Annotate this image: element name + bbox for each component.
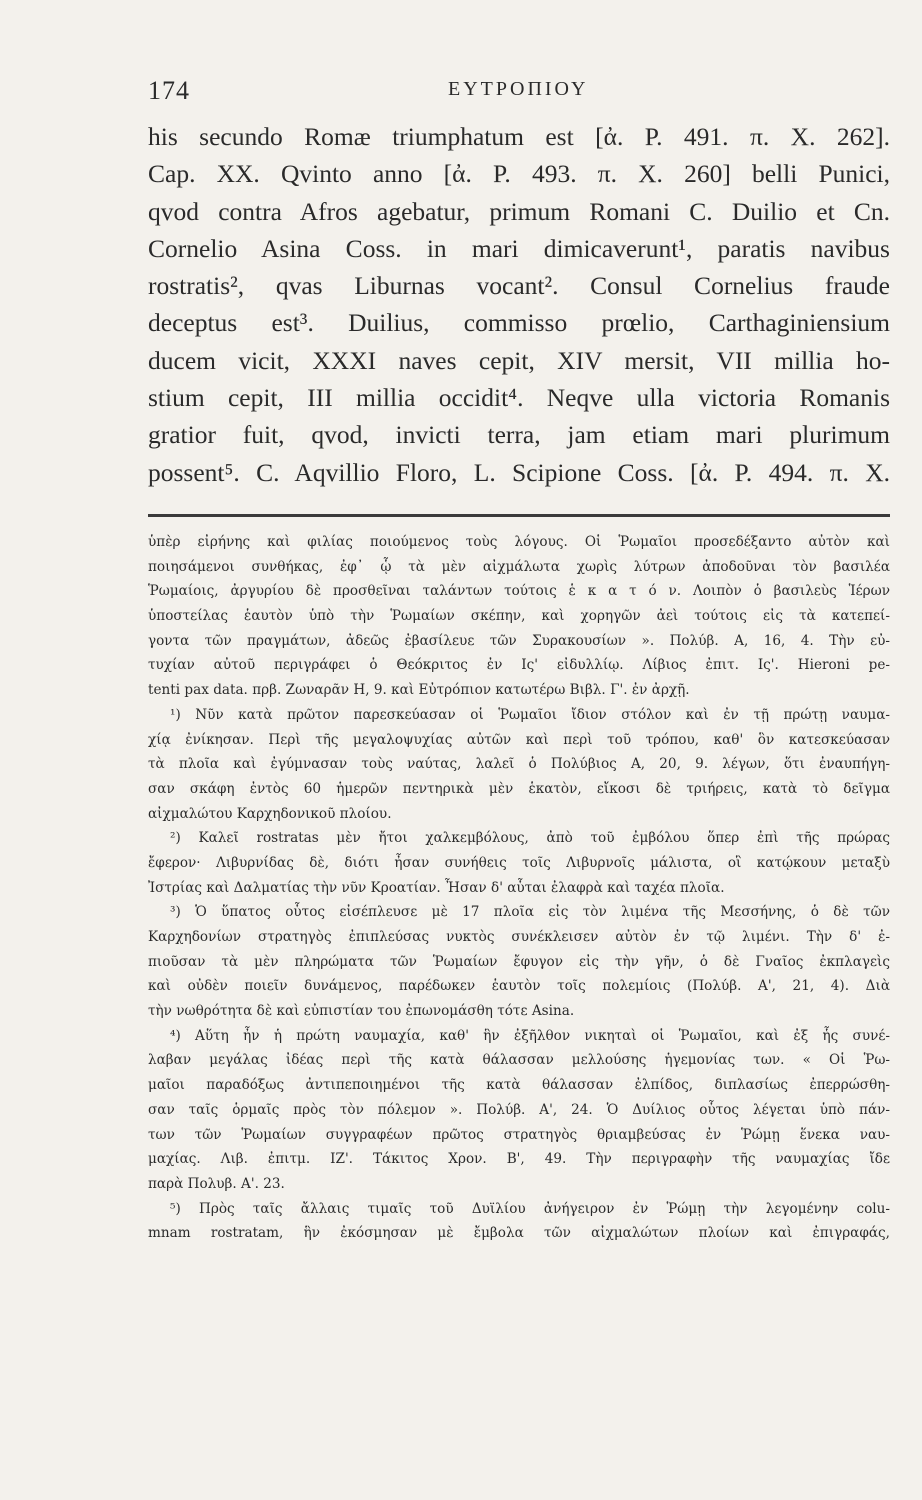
footnote-line: ποιησάμενοι συνθήκας, ἐφ᾽ ᾧ τὰ μὲν αἰχμάλωτα χωρὶς λύτρων ἀποδοῦναι τὸν βασιλέα [148,558,890,575]
footnote-line: Ῥωμαίοις, ἀργυρίου δὲ προσθεῖναι ταλάντων τούτοις ἑ κ α τ ό ν. Λοιπὸν ὁ βασιλεὺς Ἱέρων [148,583,890,600]
footnote-line: mnam rostratam, ἣν ἐκόσμησαν μὲ ἔμβολα τῶν αἰχμαλώτων πλοίων καὶ ἐπιγραφάς, [148,1225,890,1242]
footnote-line: τὴν νωθρότητα δὲ καὶ εὐπιστίαν του ἐπωνομάσθη τότε Asina. [148,1003,575,1020]
footnote-line: των τῶν Ῥωμαίων συγγραφέων πρῶτος στρατηγὸς θριαμβεύσας ἐν Ῥώμῃ ἕνεκα ναυ- [148,1126,890,1143]
footnote-line: χίᾳ ἐνίκησαν. Περὶ τῆς μεγαλοψυχίας αὐτῶν καὶ περὶ τοῦ τρόπου, καθ' ὃν κατεσκεύασαν [148,731,890,748]
page-number: 174 [148,76,190,105]
main-text-line: ducem vicit, XXXI naves cepit, XIV mersit, VII millia ho- [148,345,890,375]
footnote-line: μαῖοι παραδόξως ἀντιπεποιημένοι τῆς κατὰ θάλασσαν ἐλπίδος, διπλασίως ἐπερρώσθη- [148,1077,890,1094]
footnote-line: ἔφερον· Λιβυρνίδας δὲ, διότι ἦσαν συνήθεις τοῖς Λιβυρνοῖς μάλιστα, οἳ κατῴκουν μεταξὺ [148,854,890,871]
footnote-line: σαν σκάφη ἐντὸς 60 ἡμερῶν πεντηρικὰ μὲν ἑκατὸν, εἴκοσι δὲ τριήρεις, κατὰ τὸ δεῖγμα [148,780,890,797]
main-text-line: possent⁵. C. Aqvillio Floro, L. Scipione Coss. [ἀ. Ρ. 494. π. Χ. [148,457,890,487]
footnote-line: τὰ πλοῖα καὶ ἐγύμνασαν τοὺς ναύτας, λαλεῖ ὁ Πολύβιος Α, 20, 9. λέγων, ὅτι ἐναυπήγη- [148,756,890,773]
footnote-line: καὶ οὐδὲν ποιεῖν δυνάμενος, παρέδωκεν ἑαυτὸν τοῖς πολεμίοις (Πολύβ. Α', 21, 4). Διὰ [148,978,890,995]
main-text-block [148,118,890,491]
footnote-line: ὑπὲρ εἰρήνης καὶ φιλίας ποιούμενος τοὺς λόγους. Οἱ Ῥωμαῖοι προσεδέξαντο αὐτὸν καὶ [148,534,890,550]
footnote-divider [148,514,890,517]
main-text-line: Cornelio Asina Coss. in mari dimicaverunt¹, paratis navibus [148,233,890,263]
footnote-line: μαχίας. Λιβ. ἐπιτμ. ΙΖ'. Τάκιτος Χρον. Β', 49. Τὴν περιγραφὴν τῆς ναυμαχίας ἴδε [148,1151,890,1168]
page-header [148,76,890,110]
footnote-4-start: ⁴) Αὕτη ἦν ἡ πρώτη ναυμαχία, καθ' ἣν ἐξῆλθον νικηταὶ οἱ Ῥωμαῖοι, καὶ ἐξ ἧς συνέ- [170,1027,890,1044]
footnote-5-start: ⁵) Πρὸς ταῖς ἄλλαις τιμαῖς τοῦ Δυϊλίου ἀνήγειρον ἐν Ῥώμῃ τὴν λεγομένην colu- [170,1200,890,1217]
footnote-1-start: ¹) Νῦν κατὰ πρῶτον παρεσκεύασαν οἱ Ῥωμαῖοι ἴδιον στόλον καὶ ἐν τῇ πρώτῃ ναυμα- [170,706,890,723]
main-text-line: his secundo Romæ triumphatum est [ἀ. Ρ. 491. π. Χ. 262]. [148,122,890,151]
main-text-line: gratior fuit, qvod, invicti terra, jam etiam mari plurimum [148,420,890,450]
main-text-line: Cap. XX. Qvinto anno [ἀ. Ρ. 493. π. Χ. 260] belli Punici, [148,159,890,189]
footnote-line: Ἰστρίας καὶ Δαλματίας τὴν νῦν Κροατίαν. Ἦσαν δ' αὗται ἐλαφρὰ καὶ ταχέα πλοῖα. [148,879,725,896]
footnote-line: tenti pax data. πρβ. Ζωναρᾶν Η, 9. καὶ Εὐτρόπιον κατωτέρω Βιβλ. Γ'. ἐν ἀρχῇ. [148,682,690,699]
main-text-line: stium cepit, III millia occidit⁴. Neqve ulla victoria Romanis [148,383,890,413]
running-title: ΕΥΤΡΟΠΙΟΥ [448,78,589,100]
main-text-line: qvod contra Afros agebatur, primum Romani C. Duilio et Cn. [148,196,890,226]
footnote-3-start: ³) Ὁ ὕπατος οὗτος εἰσέπλευσε μὲ 17 πλοῖα εἰς τὸν λιμένα τῆς Μεσσήνης, ὁ δὲ τῶν [170,904,890,921]
main-text-line: rostratis², qvas Liburnas vocant². Consul Cornelius fraude [148,271,890,301]
footnote-line: αἰχμαλώτου Καρχηδονικοῦ πλοίου. [148,805,392,822]
footnote-line: ὑποστείλας ἑαυτὸν ὑπὸ τὴν Ῥωμαίων σκέπην, καὶ χορηγῶν ἀεὶ τούτοις εἰς τὰ κατεπεί- [148,608,890,625]
footnote-line: τυχίαν αὐτοῦ περιγράφει ὁ Θεόκριτος ἐν Ις' εἰδυλλίῳ. Λίβιος ἐπιτ. Ις'. Hieroni pe- [148,657,890,674]
main-text-line: deceptus est³. Duilius, commisso prœlio, Carthaginiensium [148,308,890,338]
footnotes-block [148,530,890,1246]
footnote-line: Καρχηδονίων στρατηγὸς ἐπιπλεύσας νυκτὸς συνέκλεισεν αὐτὸν ἐν τῷ λιμένι. Τὴν δ' ἐ- [148,929,890,945]
footnote-line: σαν ταῖς ὁρμαῖς πρὸς τὸν πόλεμον ». Πολύβ. Α', 24. Ὁ Δυίλιος οὗτος λέγεται ὑπὸ πάν- [148,1101,890,1118]
footnote-line: γοντα τῶν πραγμάτων, ἀδεῶς ἐβασίλευε τῶν Συρακουσίων ». Πολύβ. Α, 16, 4. Τὴν εὐ- [148,632,890,649]
footnote-line: λαβαν μεγάλας ἰδέας περὶ τῆς κατὰ θάλασσαν μελλούσης ἡγεμονίας των. « Οἱ Ῥω- [148,1052,890,1069]
footnote-line: παρὰ Πολυβ. Α'. 23. [148,1175,285,1192]
footnote-2-start: ²) Καλεῖ rostratas μὲν ἤτοι χαλκεμβόλους, ἀπὸ τοῦ ἐμβόλου ὅπερ ἐπὶ τῆς πρώρας [170,830,890,847]
footnote-line: πιοῦσαν τὰ μὲν πληρώματα τῶν Ῥωμαίων ἔφυγον εἰς τὴν γῆν, ὁ δὲ Γναῖος ἐκπλαγεὶς [148,953,890,970]
